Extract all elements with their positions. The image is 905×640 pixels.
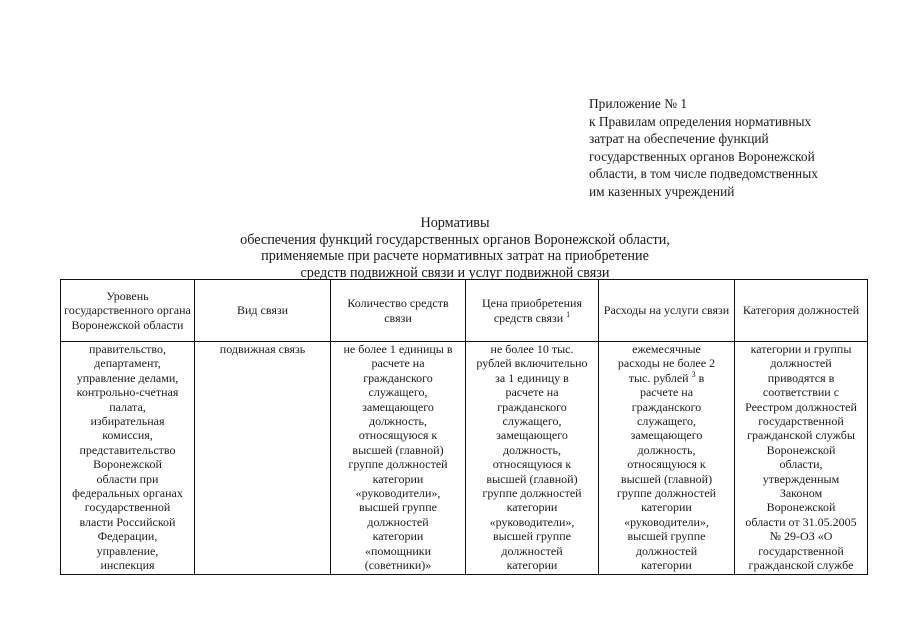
cell-line: «руководители», bbox=[624, 514, 709, 529]
services-line: ежемесячные bbox=[632, 342, 701, 356]
cell-line: государственной bbox=[758, 543, 844, 558]
cell-line: замещающего bbox=[630, 428, 703, 443]
header-quantity: Количество средств связи bbox=[331, 280, 466, 342]
cell-line: служащего, bbox=[502, 414, 562, 429]
cell-line: высшей (главной) bbox=[486, 471, 578, 486]
cell-line: Воронежской bbox=[766, 442, 836, 457]
services-text: в bbox=[698, 370, 705, 385]
document-title bbox=[180, 215, 730, 281]
cell-line: не более 1 единицы в bbox=[343, 342, 453, 356]
table-header-row bbox=[61, 280, 868, 342]
footnote-marker: 3 bbox=[691, 369, 696, 379]
cell-line: области от 31.05.2005 bbox=[745, 514, 857, 529]
cell-line: «руководители», bbox=[355, 486, 441, 501]
title-line: обеспечения функций государственных органов Воронежской области, bbox=[240, 231, 670, 248]
annex-reference bbox=[589, 95, 889, 201]
services-line: расходы не более 2 bbox=[617, 356, 716, 371]
title-line: средств подвижной связи и услуг подвижной связи bbox=[300, 264, 610, 281]
cell-line: приводятся в bbox=[767, 370, 835, 385]
cell-line: относящуюся к bbox=[358, 428, 438, 443]
cell-line: высшей (главной) bbox=[352, 442, 444, 457]
cell-category bbox=[735, 342, 868, 575]
cell-line: категории bbox=[506, 558, 558, 573]
cell-line: области, bbox=[779, 457, 823, 472]
cell-line: замещающего bbox=[496, 428, 568, 443]
cell-line: должностей bbox=[635, 543, 698, 558]
footnote-marker: 1 bbox=[566, 309, 571, 319]
cell-line: государственной bbox=[84, 500, 171, 515]
cell-line: Реестром должностей bbox=[745, 399, 857, 414]
header-category: Категория должностей bbox=[735, 280, 868, 342]
cell-line: представительство bbox=[79, 442, 176, 457]
title-line: применяемые при расчете нормативных затрат на приобретение bbox=[261, 248, 649, 264]
cell-line: Законом bbox=[779, 486, 823, 501]
cell-line: федеральных органах bbox=[72, 486, 183, 501]
cell-line: соответствии с bbox=[762, 385, 840, 400]
cell-line: группе должностей bbox=[348, 457, 448, 472]
annex-line: им казенных учреждений bbox=[589, 183, 735, 199]
cell-line: служащего, bbox=[637, 414, 696, 429]
cell-line: управление делами, bbox=[76, 370, 179, 385]
annex-line: государственных органов Воронежской bbox=[589, 148, 815, 164]
header-price-text: Цена приобретения средств связи bbox=[482, 296, 582, 325]
annex-line: области, в том числе подведомственных bbox=[589, 166, 818, 182]
cell-line: категории bbox=[641, 558, 692, 573]
annex-line: затрат на обеспечение функций bbox=[589, 131, 769, 147]
services-rest bbox=[601, 385, 732, 572]
cell-services bbox=[599, 342, 735, 575]
cell-line: категории bbox=[641, 500, 692, 515]
cell-line: (советники)» bbox=[364, 558, 432, 573]
cell-line: группе должностей bbox=[482, 486, 582, 501]
cell-line: Воронежской bbox=[93, 457, 162, 472]
table-row bbox=[61, 342, 868, 575]
cell-price bbox=[466, 342, 599, 575]
title-line: Нормативы bbox=[420, 215, 490, 231]
annex-line: к Правилам определения нормативных bbox=[589, 113, 812, 129]
cell-line: должность, bbox=[503, 442, 561, 457]
cell-line: не более 10 тыс. bbox=[490, 342, 574, 356]
cell-line: служащего, bbox=[368, 385, 428, 400]
cell-line: категории и группы bbox=[750, 342, 852, 356]
services-text: тыс. рублей bbox=[628, 370, 689, 385]
cell-line: расчете на bbox=[639, 385, 694, 400]
cell-line: группе должностей bbox=[616, 486, 717, 501]
services-line-footnoted bbox=[601, 371, 732, 385]
cell-line: гражданского bbox=[497, 399, 567, 414]
cell-line: «руководители», bbox=[489, 514, 575, 529]
cell-line: должностей bbox=[367, 514, 429, 529]
header-level: Уровень государственного органа Воронежской области bbox=[61, 280, 195, 342]
cell-line: Федерации, bbox=[97, 529, 158, 544]
cell-line: Воронежской bbox=[766, 500, 836, 515]
cell-line: правительство, bbox=[88, 342, 167, 356]
cell-line: управление, bbox=[96, 543, 159, 558]
cell-line: гражданской службе bbox=[748, 558, 854, 573]
cell-line: должность, bbox=[369, 414, 427, 429]
cell-line: гражданской службы bbox=[747, 428, 855, 443]
cell-line: высшей группе bbox=[359, 500, 437, 515]
cell-line: высшей группе bbox=[493, 529, 571, 544]
cell-line: власти Российской bbox=[79, 514, 176, 529]
cell-line: категории bbox=[372, 471, 424, 486]
cell-line: высшей группе bbox=[627, 529, 706, 544]
cell-line: избирательная bbox=[90, 414, 165, 429]
cell-line: контрольно-счетная bbox=[76, 385, 179, 400]
cell-line: расчете на bbox=[371, 356, 425, 371]
cell-line: утвержденным bbox=[762, 471, 840, 486]
cell-line: должностей bbox=[770, 356, 832, 371]
header-services: Расходы на услуги связи bbox=[599, 280, 735, 342]
cell-line: № 29-ОЗ «О bbox=[769, 529, 833, 544]
norms-table bbox=[60, 279, 868, 575]
cell-line: относящуюся к bbox=[492, 457, 572, 472]
cell-line: комиссия, bbox=[102, 428, 153, 443]
cell-line: гражданского bbox=[363, 370, 433, 385]
cell-line: замещающего bbox=[362, 399, 434, 414]
cell-line: департамент, bbox=[94, 356, 161, 371]
header-price bbox=[466, 280, 599, 342]
cell-line: за 1 единицу в bbox=[495, 370, 569, 385]
cell-line: категории bbox=[506, 500, 558, 515]
header-type: Вид связи bbox=[195, 280, 331, 342]
cell-line: должность, bbox=[637, 442, 696, 457]
cell-line: «помощники bbox=[364, 543, 432, 558]
cell-line: относящуюся к bbox=[627, 457, 706, 472]
annex-line: Приложение № 1 bbox=[589, 96, 688, 111]
cell-line: инспекция bbox=[100, 558, 155, 573]
cell-line: высшей (главной) bbox=[620, 471, 713, 486]
cell-line: должностей bbox=[501, 543, 563, 558]
cell-line: рублей включительно bbox=[476, 356, 588, 371]
cell-type: подвижная связь bbox=[195, 342, 331, 575]
cell-line: категории bbox=[372, 529, 424, 544]
cell-line: гражданского bbox=[631, 399, 702, 414]
cell-line: государственной bbox=[758, 414, 844, 429]
cell-line: расчете на bbox=[505, 385, 559, 400]
cell-quantity bbox=[331, 342, 466, 575]
cell-line: области при bbox=[96, 471, 159, 486]
cell-level bbox=[61, 342, 195, 575]
cell-line: палата, bbox=[109, 399, 146, 414]
